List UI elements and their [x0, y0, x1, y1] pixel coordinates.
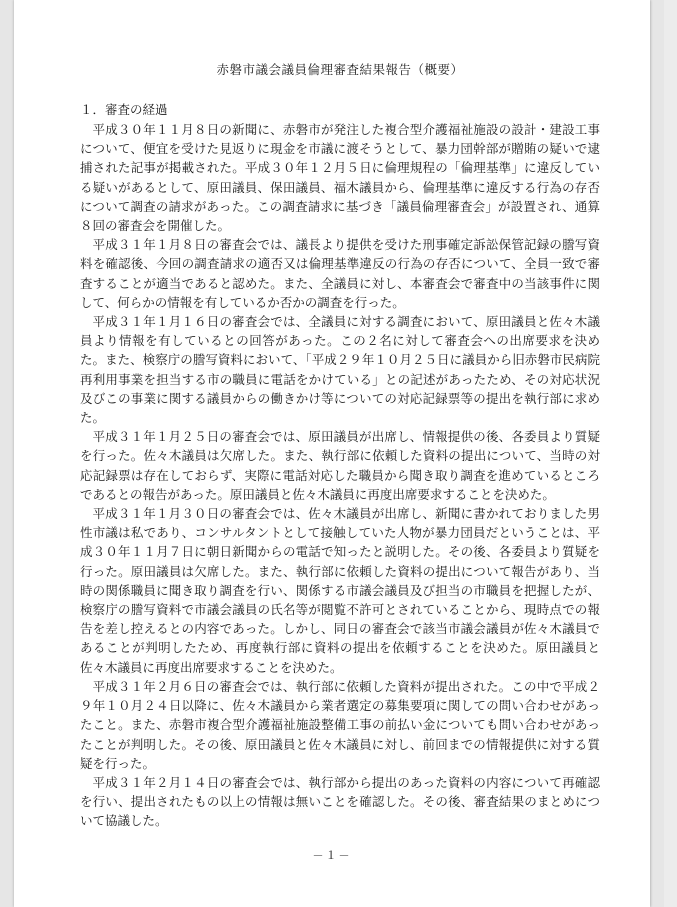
document-page	[14, 0, 650, 907]
vertical-scrollbar[interactable]	[664, 0, 677, 907]
paragraph-4: 平成３１年１月２５日の審査会では、原田議員が出席し、情報提供の後、各委員より質疑を行った。佐々木議員は欠席した。また、執行部に依頼した資料の提出について、当時の対応記録票は存在しておらず、実際に電話対応した職員から聞き取り調査を進めているところであるとの報告があった。原田議員と佐々木議員に再度出席要求することを決めた。	[80, 429, 600, 502]
paragraph-6: 平成３１年２月６日の審査会では、執行部に依頼した資料が提出された。この中で平成２９年１０月２４日以降に、佐々木議員から業者選定の募集要項に関しての問い合わせがあったこと。また、赤磐市複合型介護福祉施設整備工事の前払い金についても問い合わせがあったことが判明した。その後、原田議員と佐々木議員に対し、前回までの情報提供に対する質疑を行った。	[80, 678, 600, 771]
paragraph-1: 平成３０年１１月８日の新聞に、赤磐市が発注した複合型介護福祉施設の設計・建設工事について、便宜を受けた見返りに現金を市議に渡そうとして、暴力団幹部が贈賄の疑いで逮捕された記事が掲載された。平成３０年１２月５日に倫理規程の「倫理基準」に違反している疑いがあるとして、原田議員、保田議員、福木議員から、倫理基準に違反する行為の存否について調査の請求があった。この調査請求に基づき「議員倫理審査会」が設置され、通算８回の審査会を開催した。	[80, 122, 600, 234]
document-title: 赤磐市議会議員倫理審査結果報告（概要）	[216, 62, 464, 77]
paragraph-5: 平成３１年１月３０日の審査会では、佐々木議員が出席し、新聞に書かれておりました男性市議は私であり、コンサルタントとして接触していた人物が暴力団員だということは、平成３０年１１月７日に朝日新聞からの電話で知ったと説明した。その後、各委員より質疑を行った。原田議員は欠席した。また、執行部に依頼した資料の提出について報告があり、当時の関係職員に聞き取り調査を行い、関係する市議会議員及び担当の市職員を把握したが、検察庁の謄写資料で市議会議員の氏名等が閲覧不許可とされていることから、現時点での報告を差し控えるとの内容であった。しかし、同日の審査会で該当市議会議員が佐々木議員であることが判明したため、再度執行部に資料の提出を依頼することを決めた。原田議員と佐々木議員に再度出席要求することを決めた。	[80, 506, 600, 675]
paragraph-2: 平成３１年１月８日の審査会では、議長より提供を受けた刑事確定訴訟保管記録の謄写資料を確認後、今回の調査請求の適否又は倫理基準違反の行為の存否について、全員一致で審査することが適当であると認めた。また、全議員に対し、本審査会で審査中の当該事件に関して、何らかの情報を有しているか否かの調査を行った。	[80, 237, 600, 310]
page-number: －１－	[312, 849, 352, 862]
paragraph-3: 平成３１年１月１６日の審査会では、全議員に対する調査において、原田議員と佐々木議員より情報を有しているとの回答があった。この２名に対して審査会への出席要求を決めた。また、検察庁の謄写資料において、「平成２９年１０月２５日に議員から旧赤磐市民病院再利用事業を担当する市の職員に電話をかけている」との記述があったため、その対応状況及びこの事業に関する議員からの働きかけ等についての対応記録票等の提出を執行部に求めた。	[80, 314, 600, 426]
section-heading: １．審査の経過	[80, 102, 168, 117]
paragraph-7: 平成３１年２月１４日の審査会では、執行部から提出のあった資料の内容について再確認を行い、提出されたもの以上の情報は無いことを確認した。その後、審査結果のまとめについて協議した。	[80, 774, 600, 829]
